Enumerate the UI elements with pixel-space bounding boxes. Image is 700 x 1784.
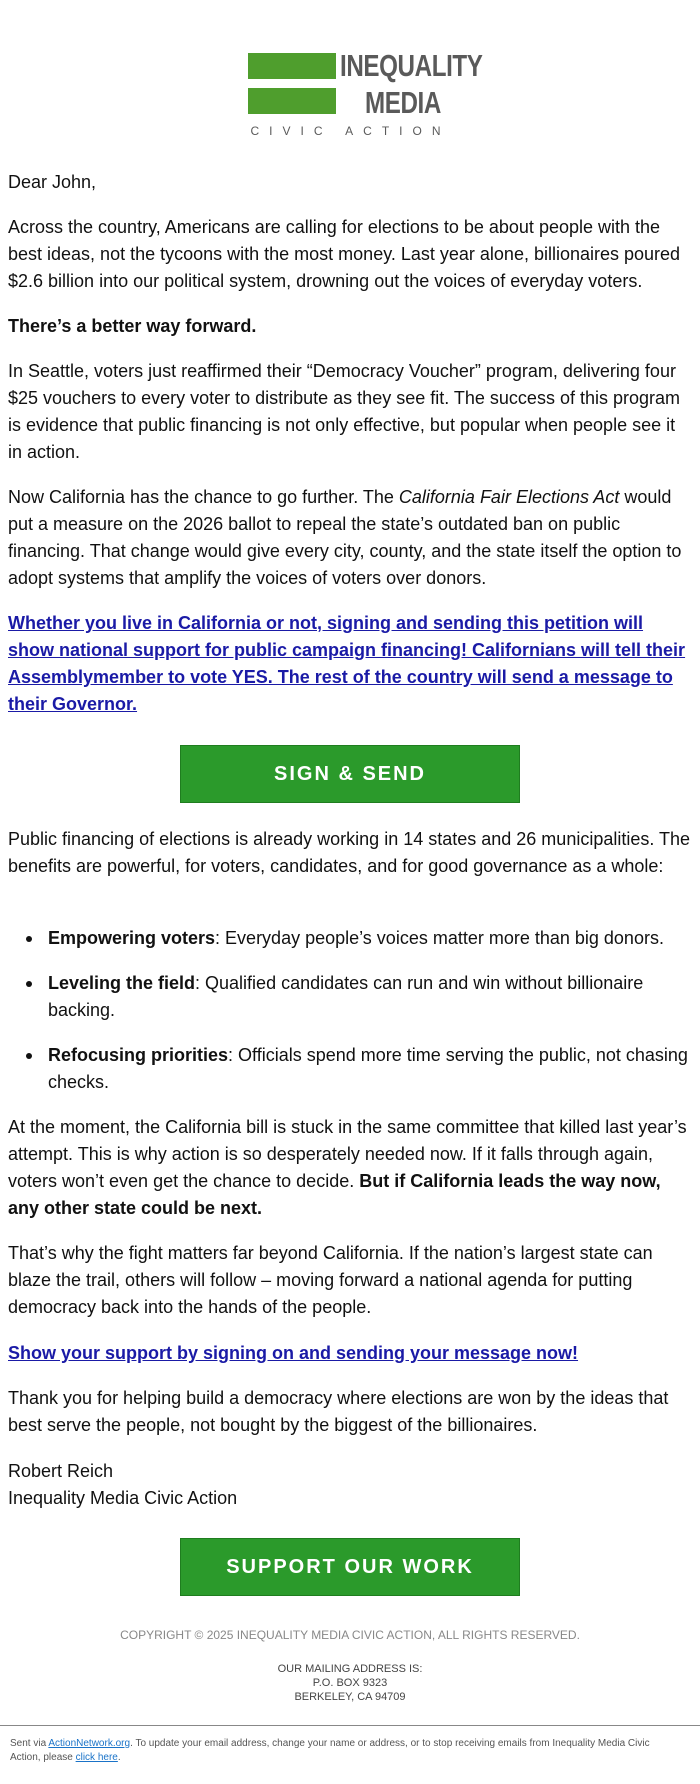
benefit-title: Refocusing priorities <box>48 1045 229 1065</box>
paragraph-intro: Across the country, Americans are calling for elections to be about people with the best ideas, not the tycoons with the most money. Last year alone, billionaires poured $2.6 billion into our political system, drowning out the voices of everyday voters. <box>8 217 681 291</box>
benefit-text: : Officials spend more time serving the public, not chasing checks. <box>48 1045 688 1092</box>
paragraph-seattle: In Seattle, voters just reaffirmed their “Democracy Voucher” program, delivering four $25 vouchers to every voter to distribute as they see fit. The success of this program is evidence that public financing is not only effective, but popular when people see it in action. <box>8 361 680 462</box>
list-item <box>48 970 692 1024</box>
actionnetwork-link[interactable]: ActionNetwork.org <box>48 1738 131 1749</box>
sent-mid: . To update your email address, change your name or address, or to stop receiving emails from Inequality Media Civic Action, please <box>10 1738 650 1763</box>
logo-civic-action: CIVIC ACTION <box>250 124 451 138</box>
paragraph-california <box>8 484 692 592</box>
paragraph-committee-bold: But if California leads the way now, any other state could be next. <box>8 1171 661 1218</box>
paragraph-committee <box>8 1114 692 1222</box>
benefit-text: : Everyday people’s voices matter more than big donors. <box>215 928 664 948</box>
logo-bar-top <box>248 53 336 79</box>
support-our-work-button[interactable]: SUPPORT OUR WORK <box>180 1538 520 1596</box>
footer-address-label: OUR MAILING ADDRESS IS: <box>277 1663 423 1675</box>
greeting: Dear John, <box>8 172 97 192</box>
benefit-text: : Qualified candidates can run and win without billionaire backing. <box>48 973 644 1020</box>
sent-via-notice <box>10 1737 670 1765</box>
support-link[interactable]: Show your support by signing on and sending your message now! <box>8 1343 579 1363</box>
list-item <box>48 925 692 952</box>
inequality-media-logo <box>248 48 483 140</box>
signature-org: Inequality Media Civic Action <box>8 1488 238 1508</box>
benefit-title: Leveling the field <box>48 973 196 993</box>
paragraph-fight: That’s why the fight matters far beyond California. If the nation’s largest state can blaze the trail, others will follow – moving forward a national agenda for putting democracy back into the hands of the people. <box>8 1243 653 1317</box>
paragraph-committee-text: At the moment, the California bill is stuck in the same committee that killed last year’s attempt. This is why action is so desperately needed now. If it falls through again, voters won’t even get the chance to decide. <box>8 1117 687 1191</box>
logo-word-inequality: INEQUALITY <box>340 48 483 83</box>
footer-address-line2: BERKELEY, CA 94709 <box>294 1691 406 1703</box>
petition-paragraph <box>8 610 692 718</box>
footer-copyright: COPYRIGHT © 2025 INEQUALITY MEDIA CIVIC ACTION, ALL RIGHTS RESERVED. <box>120 1628 580 1642</box>
footer-address-line1: P.O. BOX 9323 <box>312 1677 388 1689</box>
sign-and-send-button[interactable]: SIGN & SEND <box>180 745 520 803</box>
logo-word-media: MEDIA <box>365 85 441 120</box>
support-paragraph <box>8 1340 692 1367</box>
benefits-list <box>8 925 692 1114</box>
act-name: California Fair Elections Act <box>398 487 620 507</box>
benefit-title: Empowering voters <box>48 928 216 948</box>
click-here-link[interactable]: click here <box>75 1752 118 1763</box>
paragraph-thanks: Thank you for helping build a democracy where elections are won by the ideas that best serve the people, not bought by the biggest of the billionaires. <box>8 1388 669 1435</box>
list-item <box>48 1042 692 1096</box>
paragraph-california-a: Now California has the chance to go further. The <box>8 487 399 507</box>
logo-bar-bottom <box>248 88 336 114</box>
paragraph-public-financing: Public financing of elections is already working in 14 states and 26 municipalities. The benefits are powerful, for voters, candidates, and for good governance as a whole: <box>8 829 691 876</box>
sent-end: . <box>117 1752 121 1763</box>
signature-name: Robert Reich <box>8 1461 114 1481</box>
paragraph-california-b: would put a measure on the 2026 ballot to repeal the state’s outdated ban on public financing. That change would give every city, county, and the state itself the option to adopt systems that amplify the voices of voters over donors. <box>8 487 682 588</box>
paragraph-better-way: There’s a better way forward. <box>8 316 257 336</box>
footer-divider <box>0 1725 700 1726</box>
petition-link[interactable]: Whether you live in California or not, signing and sending this petition will show national support for public campaign financing! Californians will tell their Assemblymember to vote YES. The rest of the country will send a message to their Governor. <box>8 613 686 714</box>
sent-pre: Sent via <box>10 1738 49 1749</box>
